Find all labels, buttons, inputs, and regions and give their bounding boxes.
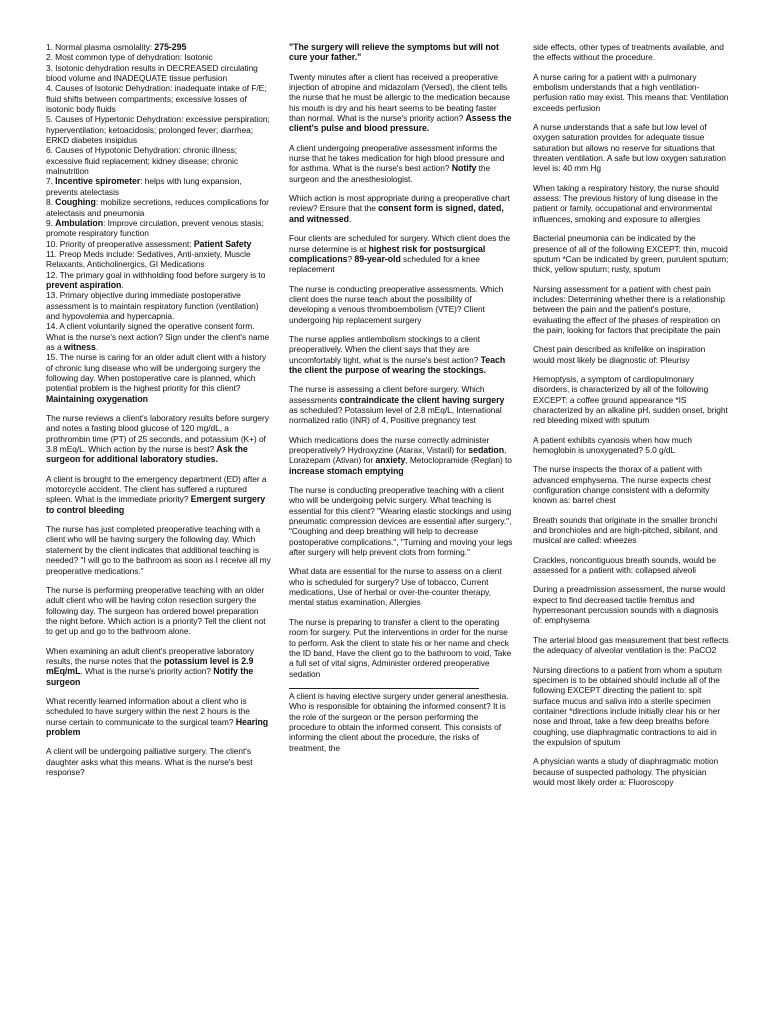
question-text: The nurse is performing preoperative teaching with an older adult client who will be having colon resection surgery the following day. The surgeon has ordered bowel preparation the night before. Which action is a priority? Tell the client not to get up and go to the bathroom alone. xyxy=(46,584,266,637)
qa-item xyxy=(533,122,729,174)
question-text: as scheduled? Potassium level of 2.8 mEq/L, International normalized ratio (INR) of 4, Positive pregnancy test xyxy=(289,404,502,426)
qa-item xyxy=(533,635,729,656)
qa-item xyxy=(289,233,513,274)
qa-item xyxy=(289,72,513,134)
question-text: 8. xyxy=(46,197,56,208)
question-list-col1 xyxy=(46,413,272,777)
question-text: During a preadmission assessment, the nurse would expect to find decreased tactile fremitus and hyperresonant percussion sounds with a diagnosis of: emphysema xyxy=(533,584,726,626)
question-text: 4. Causes of Isotonic Dehydration: inadequate intake of F/E; fluid shifts between compartments; excessive losses of isotonic body fluids xyxy=(46,83,267,115)
answer-text: Notify xyxy=(451,163,477,174)
answer-text: sedation xyxy=(468,445,505,455)
qa-item xyxy=(46,474,272,515)
answer-text: witness xyxy=(63,341,96,352)
qa-item xyxy=(533,665,729,748)
column-3 xyxy=(533,42,729,796)
answer-text: 275-295 xyxy=(154,42,187,52)
column-1 xyxy=(46,42,272,786)
question-text: A physician wants a study of diaphragmatic motion because of suspected pathology. The physician would most likely order a: Fluoroscopy xyxy=(533,756,719,787)
numbered-facts-list xyxy=(46,42,272,404)
qa-item xyxy=(289,688,513,753)
question-text: the surgeon and the anesthesiologist. xyxy=(289,163,491,184)
qa-item xyxy=(289,193,513,224)
question-text: 7. xyxy=(46,176,56,187)
answer-text: prevent aspiration xyxy=(46,279,122,290)
question-text: . xyxy=(348,213,352,224)
qa-item xyxy=(289,617,513,679)
qa-item xyxy=(46,646,272,687)
answer-text: highest risk for postsurgical complications xyxy=(289,243,486,264)
answer-text: contraindicate the client having surgery xyxy=(339,394,505,405)
question-text: Which medications does the nurse correctly administer preoperatively? Hydroxyzine (Atarax, Vistaril) for xyxy=(289,434,490,455)
question-text: The nurse is assessing a client before surgery. Which assessments xyxy=(289,384,485,405)
numbered-fact xyxy=(46,52,272,62)
question-text: Four clients are scheduled for surgery. Which client does the nurse determine is at xyxy=(289,233,511,254)
question-text: side effects, other types of treatments available, and the effects without the procedure. xyxy=(533,42,724,63)
question-text: scheduled for a knee replacement xyxy=(289,253,480,275)
question-text: The nurse reviews a client's laboratory results before surgery and notes a fasting blood glucose of 120 mg/dL, a prothrombin time (PT) of 25 seconds, and potassium (K+) of 3.8 mEq/L. Which action by the nurse is best? xyxy=(46,413,269,455)
question-text: 9. xyxy=(46,217,56,228)
qa-item xyxy=(46,746,272,777)
question-text: . xyxy=(121,279,124,290)
qa-item xyxy=(289,566,513,607)
qa-item xyxy=(46,696,272,737)
qa-item xyxy=(46,413,272,465)
qa-item xyxy=(533,584,729,625)
question-text: Nursing directions to a patient from whom a sputum specimen is to be obtained should include all of the following EXCEPT directing the patient to: spit surface mucus and saliva into a sterile specimen container *directions include initially clear his or her nose and throat, take a few deep breaths before coughing, use diaphragmatic contractions to aid in the expulsion of sputum xyxy=(533,664,722,747)
answer-text: Coughing xyxy=(55,197,96,208)
question-text: When taking a respiratory history, the nurse should assess: The previous history of lung disease in the patient or family, occupational and environmental influences, smoking and exposure to allergies xyxy=(533,182,719,224)
question-text: A patient exhibits cyanosis when how much hemoglobin is unoxygenated? 5.0 g/dL xyxy=(533,434,693,455)
question-text: A client undergoing preoperative assessment informs the nurse that he takes medication for high blood pressure and for asthma. What is the nurse's best action? xyxy=(289,142,505,174)
qa-item xyxy=(533,72,729,113)
question-text: 10. Priority of preoperative assessment: xyxy=(46,238,194,249)
question-text: : Improve circulation, prevent venous stasis; promote respiratory function xyxy=(46,217,264,239)
question-text: A client will be undergoing palliative surgery. The client's daughter asks what this means. What is the nurse's best response? xyxy=(46,746,253,777)
question-text: , Metoclopramide (Reglan) to xyxy=(405,455,512,466)
numbered-fact xyxy=(46,352,272,404)
answer-text: Maintaining oxygenation xyxy=(46,393,148,404)
qa-item xyxy=(533,374,729,426)
qa-item xyxy=(289,485,513,557)
answer-text: Teach the client the purpose of wearing the stockings. xyxy=(289,354,506,375)
qa-item xyxy=(533,233,729,274)
answer-text: consent form is signed, dated, and witnessed xyxy=(289,203,504,224)
answer-text: potassium level is 2.9 mEq/mL xyxy=(46,655,254,677)
qa-item xyxy=(533,183,729,224)
qa-item xyxy=(533,435,729,456)
qa-item xyxy=(533,42,729,63)
answer-text: 89-year-old xyxy=(354,253,401,264)
numbered-fact xyxy=(46,83,272,114)
question-text: A client is having elective surgery under general anesthesia. Who is responsible for obtaining the informed consent? It is the role of the surgeon or the person performing the procedure to obtain the informed consent. This consists of informing the client about the procedure, the risks of treatment, the xyxy=(289,690,509,753)
question-text: What data are essential for the nurse to assess on a client who is scheduled for surgery? Use of tobacco, Current medications, Use of herbal or over-the-counter therapy, mental status examination, Allergies xyxy=(289,566,502,608)
divider xyxy=(289,688,479,689)
numbered-fact xyxy=(46,239,272,249)
question-text: ? xyxy=(347,253,355,264)
question-text: 13. Primary objective during immediate postoperative assessment is to maintain respiratory function (ventilation) and hypovolemia and hypercapnia. xyxy=(46,290,259,321)
question-text: The nurse inspects the thorax of a patient with advanced emphysema. The nurse expects chest configuration change consistent with a deformity known as: barrel chest xyxy=(533,464,711,506)
numbered-fact xyxy=(46,270,272,291)
qa-item xyxy=(46,524,272,576)
question-text: Crackles, noncontiguous breath sounds, would be assessed for a patient with: collapsed alveoli xyxy=(533,554,716,576)
qa-item xyxy=(533,344,729,365)
question-text: 3. Isotonic dehydration results in DECREASED circulating blood volume and INADEQUATE tissue perfusion xyxy=(46,62,258,84)
answer-text: Ambulation xyxy=(55,217,104,228)
qa-item xyxy=(533,284,729,336)
question-text: 2. Most common type of dehydration: Isotonic xyxy=(46,52,213,63)
numbered-fact xyxy=(46,218,272,239)
answer-text: Incentive spirometer xyxy=(55,176,141,187)
question-text: The arterial blood gas measurement that best reflects the adequacy of alveolar ventilation is the: PaCO2 xyxy=(533,634,729,656)
question-text: When examining an adult client's preoperative laboratory results, the nurse notes that the xyxy=(46,645,254,666)
question-text: Nursing assessment for a patient with chest pain includes: Determining whether there is a relationship between the pain and the patient's posture, evaluating the effect of the phases of respiration on the pain, looking for factors that precipitate the pain xyxy=(533,283,725,335)
numbered-fact xyxy=(46,63,272,84)
qa-item xyxy=(289,284,513,325)
qa-item xyxy=(533,464,729,505)
qa-item xyxy=(533,756,729,787)
question-text: 14. A client voluntarily signed the operative consent form. What is the nurse's next action? Sign under the client's name as a xyxy=(46,321,270,352)
numbered-fact xyxy=(46,42,272,52)
question-text: 15. The nurse is caring for an older adult client with a history of chronic lung disease who will be undergoing surgery the following day. When postoperative care is planned, which potential problem is the highest priority for this client? xyxy=(46,352,267,394)
answer-text: Ask the surgeon for additional laboratory studies. xyxy=(46,444,248,465)
question-text: The nurse applies antiembolism stockings to a client preoperatively. When the client says that they are uncomfortably tight, what is the nurse's best action? xyxy=(289,333,481,365)
question-text: What recently learned information about a client who is scheduled to have surgery within the next 2 hours is the nurse certain to communicate to the surgical team? xyxy=(46,695,250,727)
qa-item xyxy=(289,334,513,375)
numbered-fact xyxy=(46,249,272,270)
answer-text: "The surgery will relieve the symptoms but will not cure your father." xyxy=(289,42,499,63)
answer-text: increase stomach emptying xyxy=(289,465,404,476)
question-text: 5. Causes of Hypertonic Dehydration: excessive perspiration; hyperventilation; ketoacidosis; prolonged fever; diarrhea; ERKD diabetes insipidus xyxy=(46,114,270,146)
question-text: The nurse is conducting preoperative assessments. Which client does the nurse teach about the possibility of developing a venous thromboembolism (VTE)? Client undergoing hip replacement surgery xyxy=(289,283,504,325)
question-text: : helps with lung expansion, prevents atelectasis xyxy=(46,176,242,197)
question-text: The nurse has just completed preoperative teaching with a client who will be having surgery the following day. Which statement by the client indicates that additional teaching is needed? "I will go to the bathroom as soon as I receive all my preoperative medications." xyxy=(46,524,271,576)
numbered-fact xyxy=(46,114,272,145)
question-text: The nurse is preparing to transfer a client to the operating room for surgery. Put the interventions in order for the nurse to perform. Ask the client to state his or her name and check the ID band, Have the client go to the bathroom to void, Take a full set of vital signs, Administer ordered preoperative sedation xyxy=(289,616,512,679)
question-text: 1. Normal plasma osmolality: xyxy=(46,42,155,52)
column-2 xyxy=(289,42,513,762)
question-list-col3 xyxy=(533,42,729,787)
qa-item xyxy=(289,143,513,184)
answer-text: Notify the surgeon xyxy=(46,666,254,687)
question-text: A client is brought to the emergency department (ED) after a motorcycle accident. The client has suffered a ruptured spleen. What is the immediate priority? xyxy=(46,473,267,505)
numbered-fact xyxy=(46,176,272,197)
question-text: The nurse is conducting preoperative teaching with a client who will be undergoing pelvic surgery. What teaching is essential for this client? "Wearing elastic stockings and using pneumatic compression devices are essential after surgery.", "Coughing and deep breathing will help to decrease postoperative complications.", "Turning and moving your legs after surgery will help prevent clots from forming." xyxy=(289,485,513,558)
qa-item xyxy=(289,42,513,63)
question-text: 11. Preop Meds include: Sedatives, Anti-anxiety, Muscle Relaxants, Anticholinergics, GI Medications xyxy=(46,248,251,270)
question-text: . xyxy=(95,341,99,352)
question-text: 6. Causes of Hypotonic Dehydration: chronic illness; excessive fluid replacement; kidney disease; chronic malnutrition xyxy=(46,145,238,177)
question-text: Bacterial pneumonia can be indicated by the presence of all of the following EXCEPT: thin, mucoid sputum *Can be indicated by green, purulent sputum; thick, yellow sputum; rusty, sputum xyxy=(533,233,729,275)
numbered-fact xyxy=(46,321,272,352)
question-text: Chest pain described as knifelike on inspiration would most likely be diagnostic of: Pleurisy xyxy=(533,344,706,365)
question-list-col2 xyxy=(289,42,513,753)
answer-text: Assess the client's pulse and blood pressure. xyxy=(289,113,512,134)
question-text: Twenty minutes after a client has received a preoperative injection of atropine and midazolam (Versed), the client tells the nurse that he must be allergic to the medication because his mouth is dry and his heart seems to be beating faster than normal. What is the nurse's priority action? xyxy=(289,71,510,124)
qa-item xyxy=(533,555,729,576)
numbered-fact xyxy=(46,290,272,321)
qa-item xyxy=(46,585,272,637)
question-text: Breath sounds that originate in the smaller bronchi and bronchioles and are high-pitched, sibilant, and musical are called: wheezes xyxy=(533,514,718,546)
answer-text: Emergent surgery to control bleeding xyxy=(46,494,266,515)
question-text: Which action is most appropriate during a preoperative chart review? Ensure that the xyxy=(289,193,510,214)
qa-item xyxy=(533,515,729,546)
question-text: , Lorazepam (Ativan) for xyxy=(289,445,507,466)
question-text: . What is the nurse's priority action? xyxy=(80,666,214,677)
question-text: A nurse caring for a patient with a pulmonary embolism understands that a high ventilation-perfusion ratio may exist. This means that: Ventilation exceeds perfusion xyxy=(533,71,729,113)
qa-item xyxy=(289,435,513,476)
question-text: 12. The primary goal in withholding food before surgery is to xyxy=(46,269,266,280)
answer-text: Patient Safety xyxy=(193,238,252,249)
question-text: Hemoptysis, a symptom of cardiopulmonary disorders, is characterized by all of the following EXCEPT: a coffee ground appearance *IS characterized by an alkaline pH, sudden onset, bright red bleeding mixed with sputum xyxy=(533,373,728,426)
question-text: : mobilize secretions, reduces complications for atelectasis and pneumonia xyxy=(46,197,269,218)
question-text: A nurse understands that a safe but low level of oxygen saturation provides for adequate tissue saturation but allows no reserve for situations that threaten ventilation. A safe but low oxygen saturation level is: 40 mm Hg xyxy=(533,122,726,174)
qa-item xyxy=(289,384,513,425)
numbered-fact xyxy=(46,145,272,176)
numbered-fact xyxy=(46,197,272,218)
answer-text: anxiety xyxy=(375,455,406,466)
answer-text: Hearing problem xyxy=(46,716,269,737)
